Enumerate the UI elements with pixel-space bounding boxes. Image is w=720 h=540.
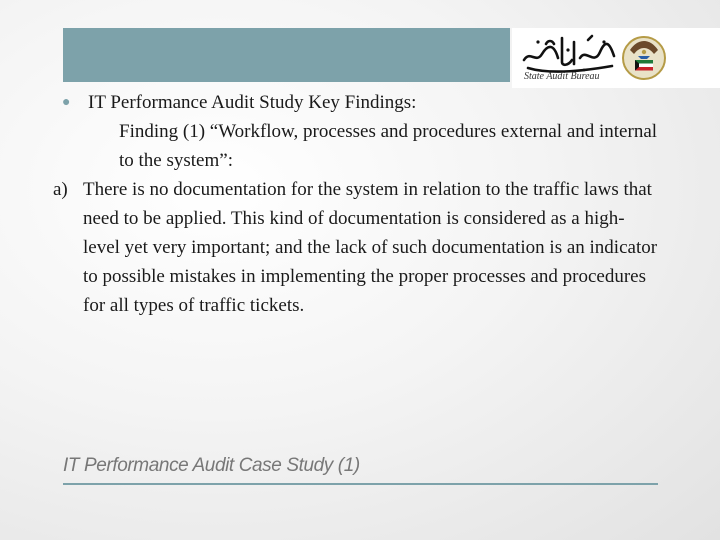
finding-item [53,175,660,320]
logo-text: State Audit Bureau [524,71,600,82]
header-band [63,28,510,82]
bullet-icon: ● [62,95,71,110]
footer-title: IT Performance Audit Case Study (1) [63,455,360,476]
kuwait-emblem-icon [620,32,668,84]
footer-divider [63,483,658,485]
findings-heading: IT Performance Audit Study Key Findings: [88,92,417,113]
logo-area [512,28,720,88]
heading-bullet [60,88,660,117]
item-marker: a) [53,179,68,200]
finding-title: Finding (1) “Workflow, processes and procedures external and internal to the system”: [119,121,658,171]
slide-content [53,88,660,320]
item-text: There is no documentation for the system in relation to the traffic laws that need to be applied. This kind of documentation is considered as a high-level yet very important; and the lack of such documentation is an indicator to possible mistakes in implementing the proper processes and procedures for all types of traffic tickets. [83,179,658,316]
